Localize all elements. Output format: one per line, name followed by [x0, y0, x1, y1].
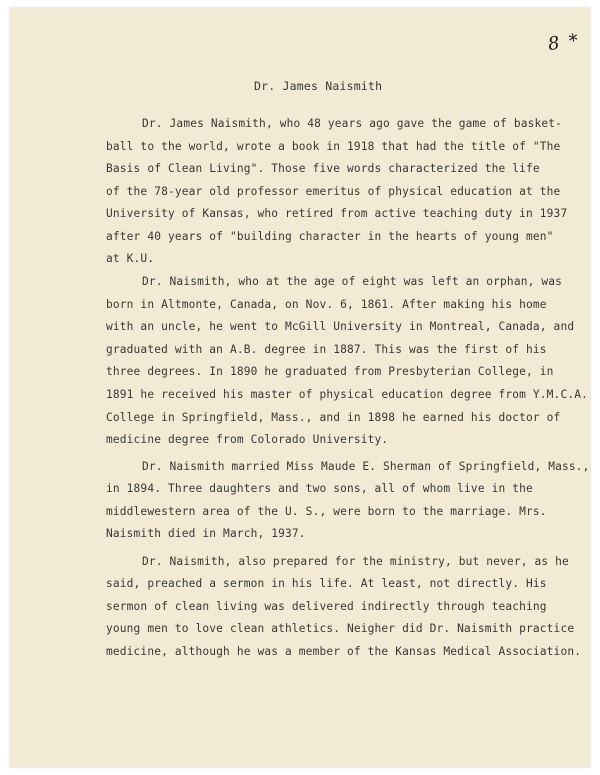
body-line: young men to love clean athletics. Neigher did Dr. Naismith practice: [106, 622, 575, 635]
body-line: middlewestern area of the U. S., were born to the marriage. Mrs.: [106, 505, 547, 518]
handwritten-page-annotation: 8 *: [546, 29, 582, 56]
body-line: 1891 he received his master of physical education degree from Y.M.C.A.: [106, 388, 588, 401]
body-line: Dr. Naismith, also prepared for the ministry, but never, as he: [142, 555, 569, 568]
body-line: Naismith died in March, 1937.: [106, 527, 306, 540]
body-line: said, preached a sermon in his life. At least, not directly. His: [106, 577, 547, 590]
body-line: Basis of Clean Living". Those five words characterized the life: [106, 162, 540, 175]
body-line: with an uncle, he went to McGill University in Montreal, Canada, and: [106, 320, 575, 333]
body-line: graduated with an A.B. degree in 1887. This was the first of his: [106, 343, 547, 356]
body-line: medicine, although he was a member of the Kansas Medical Association.: [106, 645, 582, 658]
document-page: [10, 8, 590, 767]
body-line: ball to the world, wrote a book in 1918 that had the title of "The: [106, 140, 561, 153]
body-line: born in Altmonte, Canada, on Nov. 6, 1861. After making his home: [106, 298, 547, 311]
body-line: of the 78-year old professor emeritus of physical education at the: [106, 185, 561, 198]
body-line: at K.U.: [106, 252, 155, 265]
document-title: Dr. James Naismith: [254, 79, 383, 93]
body-line: medicine degree from Colorado University.: [106, 433, 389, 446]
body-line: in 1894. Three daughters and two sons, all of whom live in the: [106, 482, 533, 495]
body-line: sermon of clean living was delivered indirectly through teaching: [106, 600, 547, 613]
body-line: Dr. James Naismith, who 48 years ago gave the game of basket-: [142, 117, 563, 130]
body-line: University of Kansas, who retired from active teaching duty in 1937: [106, 207, 568, 220]
body-line: Dr. Naismith, who at the age of eight was left an orphan, was: [142, 275, 563, 288]
body-line: after 40 years of "building character in the hearts of young men": [106, 230, 554, 243]
body-line: College in Springfield, Mass., and in 1898 he earned his doctor of: [106, 411, 561, 424]
body-line: three degrees. In 1890 he graduated from Presbyterian College, in: [106, 365, 554, 378]
body-line: Dr. Naismith married Miss Maude E. Sherman of Springfield, Mass.,: [142, 460, 590, 473]
